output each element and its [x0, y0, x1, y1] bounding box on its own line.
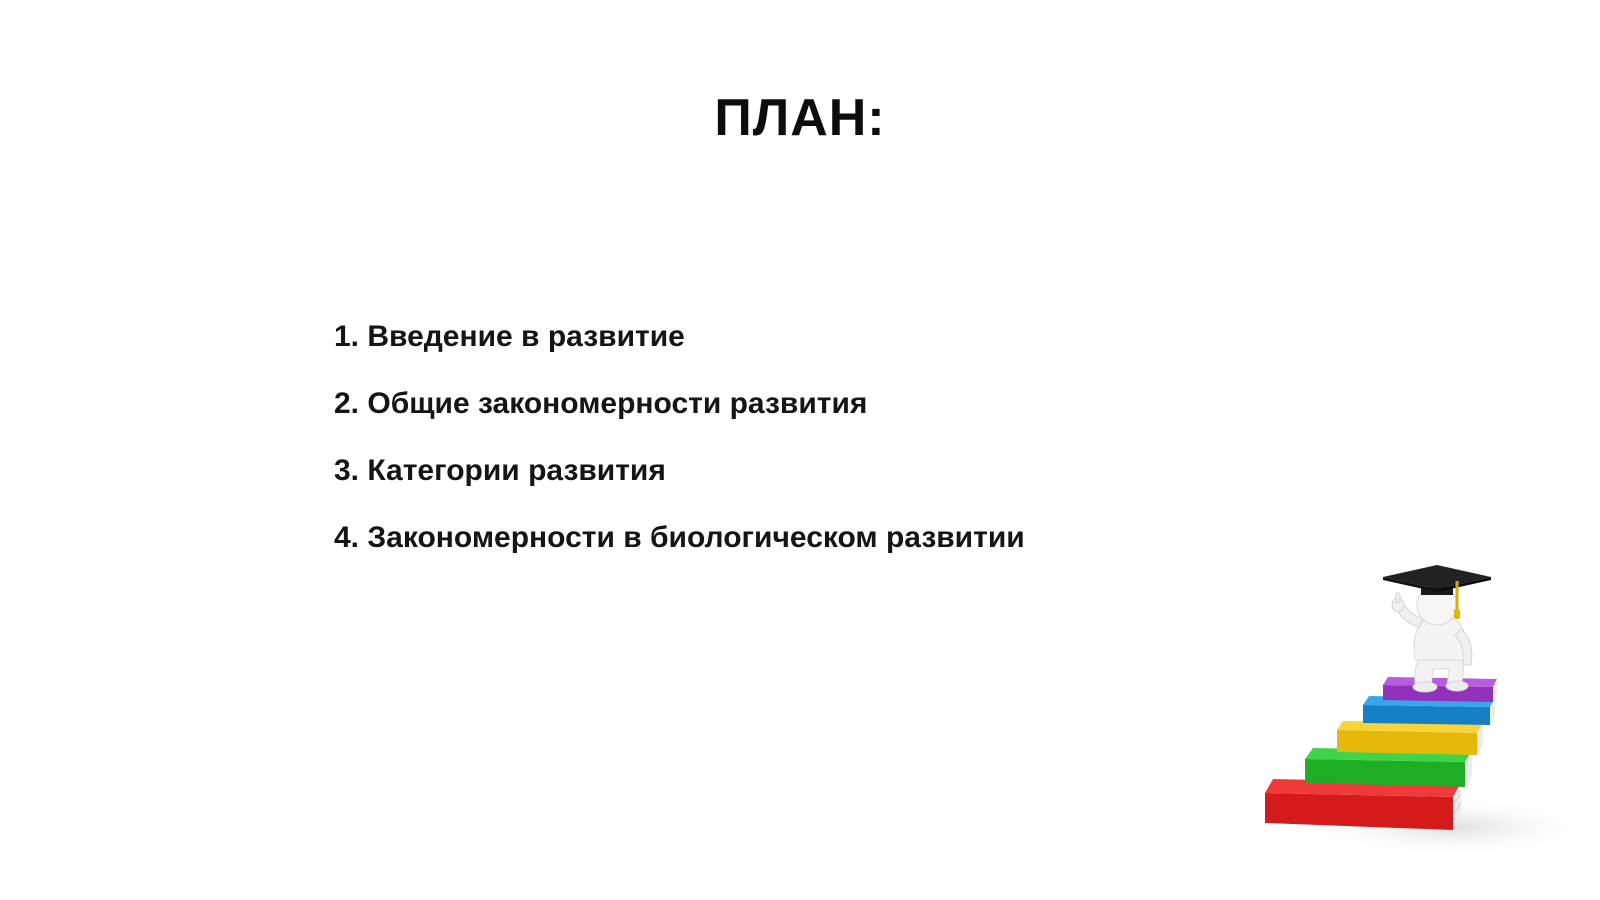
slide-title: ПЛАН: — [714, 89, 886, 147]
book-purple — [1383, 677, 1497, 702]
plan-list — [334, 310, 1025, 578]
book-yellow — [1337, 721, 1483, 755]
plan-item-3: 3. Категории развития — [334, 454, 666, 487]
plan-item-4: 4. Закономерности в биологическом развитии — [334, 521, 1025, 554]
plan-item-2: 2. Общие закономерности развития — [334, 387, 868, 420]
graduate-on-books-icon — [1265, 565, 1595, 865]
book-red — [1265, 779, 1461, 830]
plan-item-1: 1. Введение в развитие — [334, 320, 685, 353]
graduate-figure — [1392, 585, 1472, 692]
